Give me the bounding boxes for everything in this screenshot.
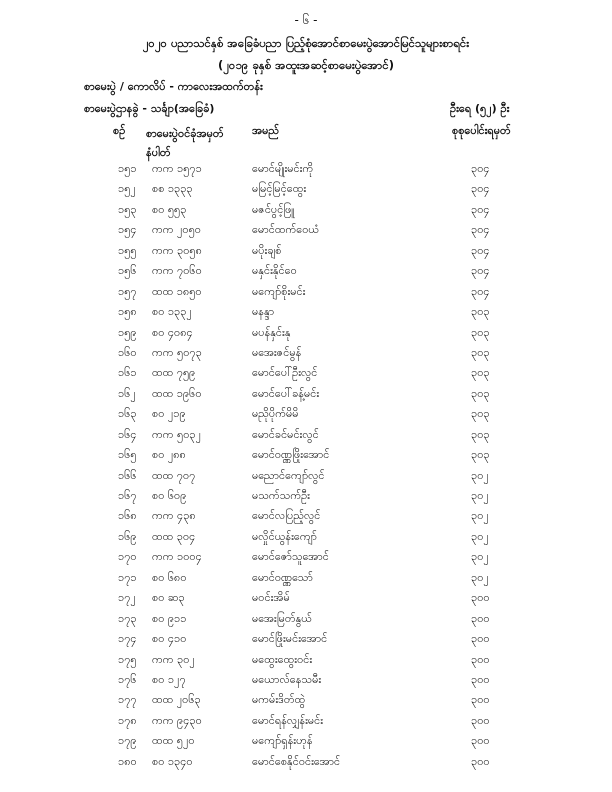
table-row: [0, 364, 612, 384]
candidate-name: မနှင်းနိုင်ဝေ: [252, 264, 297, 278]
roll-number: စဝ ၆၈၀: [152, 570, 187, 584]
table-row: [0, 303, 612, 323]
table-row: [0, 426, 612, 446]
candidate-name: မပန်နှင်းနု: [252, 325, 291, 339]
row-number: ၁၅၈: [118, 305, 137, 319]
roll-number: ကက ၅၀၇၃: [152, 345, 202, 359]
candidate-name: မောင်ရန်လျှန်းမင်း: [252, 713, 324, 727]
candidate-name: မအေးဇင်မွန်: [252, 345, 302, 359]
table-row: [0, 385, 612, 405]
row-number: ၁၇၉: [118, 734, 137, 748]
row-number: ၁၇၇: [118, 693, 137, 707]
candidate-name: မောင်ဖြိုးမင်းအောင်: [252, 632, 328, 646]
row-number: ၁၇၅: [118, 652, 137, 666]
roll-number: ထထ ၁၈၅၀: [152, 284, 202, 298]
column-header-roll: [146, 124, 224, 162]
table-row: [0, 528, 612, 548]
total-marks: ၃၀၃: [471, 345, 490, 359]
column-header-marks: စုစုပေါင်းရမှတ်: [452, 124, 511, 137]
candidate-name: မညိုပိုက်မိမိ: [252, 407, 299, 421]
total-marks: ၃၀၃: [471, 325, 490, 339]
candidate-name: မအေးမြတ်နွယ်: [252, 611, 312, 625]
total-marks: ၃၀၀: [471, 754, 490, 768]
table-row: [0, 262, 612, 282]
total-marks: ၃၀၀: [471, 632, 490, 646]
roll-number: ထထ ၃၀၄: [152, 529, 196, 543]
total-marks: ၃၀၀: [471, 591, 490, 605]
candidate-name: မောင်လပြည့်လွင်: [252, 509, 321, 523]
total-marks: ၃၀၀: [471, 693, 490, 707]
row-number: ၁၇၀: [118, 550, 137, 564]
candidate-name: မဇင်ပွင့်ဖြူ: [252, 202, 295, 216]
table-row: [0, 405, 612, 425]
row-number: ၁၆၉: [118, 529, 137, 543]
roll-number: စဝ ၁၂၇: [152, 672, 186, 686]
document-title: ၂၀၂၀ ပညာသင်နှစ် အခြေခံပညာ ပြည့်စုံအောင်စာမေးပွဲအောင်မြင်သူများစာရင်း: [142, 36, 470, 50]
row-number: ၁၇၁: [118, 570, 137, 584]
column-header-no: စဉ်: [113, 124, 126, 137]
total-marks: ၃၀၂: [471, 529, 489, 543]
table-row: [0, 569, 612, 589]
total-marks: ၃၀၀: [471, 652, 490, 666]
roll-number: ကက ၂၀၅၀: [152, 223, 201, 237]
total-marks: ၃၀၃: [471, 366, 490, 380]
roll-number: စဝ ၂၈၈: [152, 448, 186, 462]
table-row: [0, 691, 612, 711]
roll-number: ကက ၁၅၇၁: [152, 162, 202, 175]
total-marks: ၃၀၂: [471, 550, 489, 564]
table-row: [0, 671, 612, 691]
row-number: ၁၅၁: [118, 162, 137, 175]
row-number: ၁၆၄: [118, 427, 137, 441]
subject-line: စာမေးပွဲ / ကောလိပ် - ကာလေးအထက်တန်း: [84, 80, 263, 93]
row-number: ၁၆၁: [118, 366, 137, 380]
candidate-name: မောင်ပေါ်ဦးလွင်: [252, 366, 318, 380]
candidate-name: မနန္ဒာ: [252, 305, 275, 319]
roll-number: စဝ ၁၃၃၂: [152, 305, 192, 319]
roll-number: စဝ ၂၁၉: [152, 407, 186, 421]
candidate-name: မောင်ထက်ဝေယံ: [252, 223, 320, 237]
total-marks: ၃၀၄: [471, 162, 490, 175]
candidate-name: မလှိုင်ယွန်းကျော်: [252, 529, 317, 543]
total-marks: ၃၀၄: [471, 264, 490, 278]
table-row: [0, 548, 612, 568]
table-row: [0, 180, 612, 200]
candidate-name: မညောင်ကျော်လွင်: [252, 468, 325, 482]
table-row: [0, 630, 612, 650]
row-number: ၁၇၈: [118, 713, 137, 727]
roll-number: စဝ ၁၃၄၀: [152, 754, 193, 768]
row-number: ၁၅၅: [118, 243, 137, 257]
row-number: ၁၅၄: [118, 223, 137, 237]
total-marks: ၃၀၃: [471, 448, 490, 462]
candidate-name: မောင်ဝဏ္ဏသော်: [252, 570, 313, 584]
roll-number: ကက ၃၀၂: [152, 652, 195, 666]
candidate-name: မကျော်ရှန်းဟုန်: [252, 734, 313, 748]
table-row: [0, 753, 612, 773]
table-row: [0, 507, 612, 527]
row-number: ၁၇၆: [118, 672, 137, 686]
roll-number: စဝ ၅၅၃: [152, 202, 187, 216]
table-row: [0, 446, 612, 466]
row-number: ၁၆၃: [118, 407, 137, 421]
candidate-name: မထွေးထွေးဝင်း: [252, 652, 313, 666]
column-header-roll-line1: စာမေးပွဲဝင်ခုံအမှတ်: [146, 127, 224, 140]
column-header-name: အမည်: [252, 124, 280, 137]
candidate-name: မယောလ်နေသမီး: [252, 672, 322, 686]
table-row: [0, 324, 612, 344]
total-marks: ၃၀၂: [471, 509, 489, 523]
page-number: - ၆ -: [294, 13, 318, 27]
row-number: ၁၅၇: [118, 284, 137, 298]
candidate-name: မောင်ခင်မင်းလွင်: [252, 427, 319, 441]
roll-number: စစ ၁၃၃၃: [152, 182, 193, 196]
total-marks: ၃၀၄: [471, 182, 490, 196]
row-number: ၁၈၀: [118, 754, 137, 768]
total-marks: ၃၀၄: [471, 284, 490, 298]
roll-number: စဝ ၄၀၈၄: [152, 325, 193, 339]
roll-number: စဝ ဆ၃: [152, 591, 185, 605]
table-row: [0, 487, 612, 507]
group-line: စာမေးပွဲဌာနခွဲ - သင်္ချာ(အခြေခံ): [84, 102, 215, 115]
row-number: ၁၆၀: [118, 345, 137, 359]
column-header-roll-line2: နံပါတ်: [146, 146, 171, 159]
row-number: ၁၅၆: [118, 264, 137, 278]
candidate-name: မဝင်းအိမ်: [252, 591, 290, 605]
total-marks: ၃၀၀: [471, 713, 490, 727]
table-row: [0, 589, 612, 609]
table-row: [0, 160, 612, 180]
table-row: [0, 467, 612, 487]
roll-number: စဝ ၉၁၁: [152, 611, 187, 625]
table-row: [0, 283, 612, 303]
row-number: ၁၆၅: [118, 448, 137, 462]
table-row: [0, 732, 612, 752]
results-table: [0, 160, 612, 773]
roll-number: ကက ၉၄၃၀: [152, 713, 202, 727]
total-marks: ၃၀၃: [471, 407, 490, 421]
candidate-name: မောင်ပေါ်ခန့်မင်း: [252, 386, 320, 400]
table-row: [0, 201, 612, 221]
table-row: [0, 712, 612, 732]
roll-number: ကက ၇၀၆၀: [152, 264, 202, 278]
row-number: ၁၆၂: [118, 386, 136, 400]
candidate-name: မောင်မျိုးမင်းကို: [252, 162, 314, 175]
table-row: [0, 344, 612, 364]
row-number: ၁၆၇: [118, 489, 137, 502]
row-number: ၁၇၄: [118, 632, 137, 646]
total-marks: ၃၀၀: [471, 672, 490, 686]
total-marks: ၃၀၃: [471, 305, 490, 319]
roll-number: ကက ၁၀၀၄: [152, 550, 202, 564]
candidate-name: မောင်စေနိုင်ဝင်းအောင်: [252, 754, 341, 768]
row-number: ၁၇၂: [118, 591, 136, 605]
total-marks: ၃၀၂: [471, 570, 489, 584]
total-marks: ၃၀၂: [471, 468, 489, 482]
total-marks: ၃၀၄: [471, 243, 490, 257]
table-row: [0, 242, 612, 262]
roll-number: ထထ ၇၀၇: [152, 468, 196, 482]
total-marks: ၃၀၀: [471, 611, 490, 625]
total-marks: ၃၀၂: [471, 489, 489, 502]
candidate-name: မပိုးချစ်: [252, 243, 282, 257]
roll-number: ထထ ၂၀၆၃: [152, 693, 201, 707]
row-number: ၁၇၃: [118, 611, 137, 625]
total-marks: ၃၀၃: [471, 427, 490, 441]
roll-number: စဝ ၄၁၀: [152, 632, 187, 646]
group-count: ဦးရေ (၅၂) ဦး: [450, 102, 510, 115]
candidate-name: မကမ်းဒိတ်ထွဲ: [252, 693, 306, 707]
row-number: ၁၆၈: [118, 509, 137, 523]
roll-number: ကက ၄၃၈: [152, 509, 196, 523]
candidate-name: မမြင့်မြင့်ထွေး: [252, 182, 307, 196]
roll-number: စဝ ၆၀၉: [152, 489, 187, 502]
row-number: ၁၅၃: [118, 202, 137, 216]
document-subtitle: (၂၀၁၉ ခုနှစ် အထူးအဆင့်စာမေးပွဲအောင်): [217, 58, 395, 72]
roll-number: ကက ၃၀၅၈: [152, 243, 202, 257]
table-row: [0, 221, 612, 241]
total-marks: ၃၀၄: [471, 223, 490, 237]
candidate-name: မသက်သက်ဦး: [252, 489, 310, 502]
candidate-name: မောင်ဇော်သူအောင်: [252, 550, 329, 564]
total-marks: ၃၀၄: [471, 202, 490, 216]
row-number: ၁၅၂: [118, 182, 136, 196]
row-number: ၁၅၉: [118, 325, 137, 339]
table-row: [0, 610, 612, 630]
roll-number: ထထ ၁၉၆၀: [152, 386, 202, 400]
candidate-name: မကျော်စိုးမင်း: [252, 284, 306, 298]
candidate-name: မောင်ဝဏ္ဏဖြိုးအောင်: [252, 448, 330, 462]
total-marks: ၃၀၃: [471, 386, 490, 400]
roll-number: ထထ ၅၂၀: [152, 734, 195, 748]
roll-number: ကက ၅၀၃၂: [152, 427, 201, 441]
row-number: ၁၆၆: [118, 468, 137, 482]
roll-number: ထထ ၇၅၉: [152, 366, 196, 380]
table-row: [0, 651, 612, 671]
total-marks: ၃၀၀: [471, 734, 490, 748]
